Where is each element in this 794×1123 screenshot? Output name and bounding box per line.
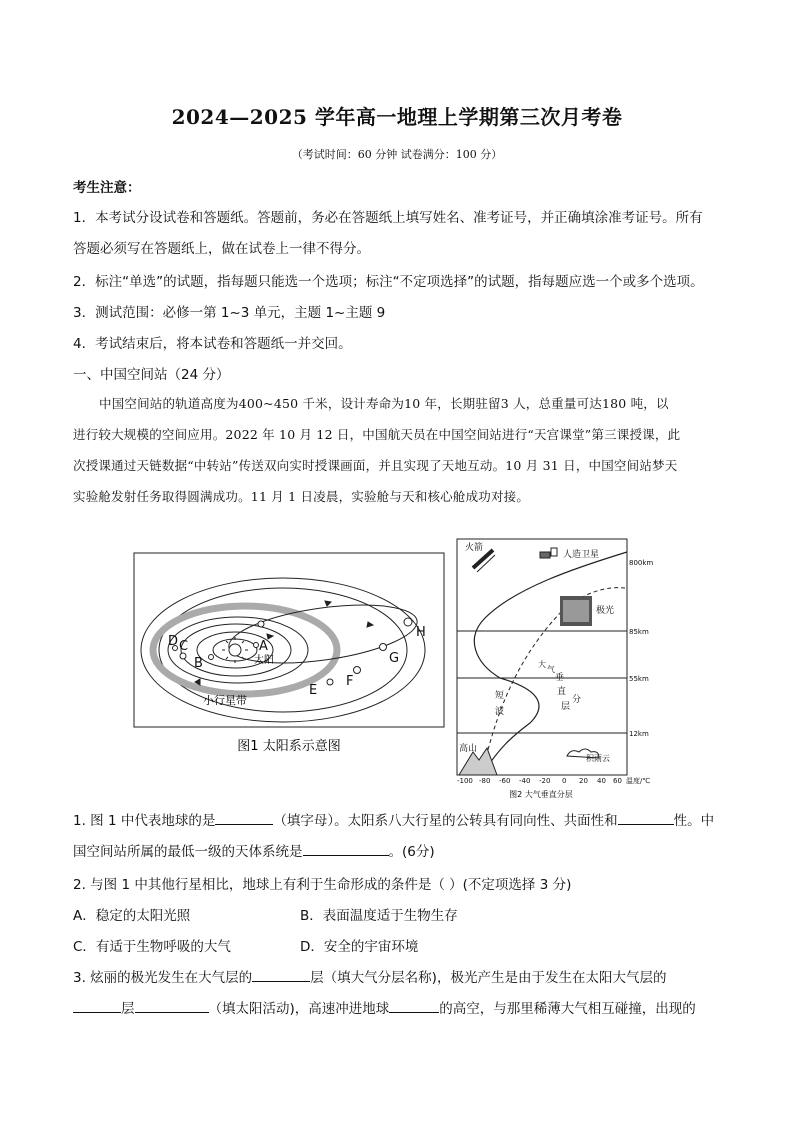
mountain-label: 高山 [459, 744, 478, 754]
layering-3: 垂 [555, 673, 565, 683]
label-E: E [309, 683, 318, 698]
passage-line-3: 次授课通过天链数据“中转站”传送双向实时授课画面，并且实现了天地互动。10 月 31 日，中国空间站梦天 [73, 458, 678, 473]
sun-label: 太阳 [254, 655, 274, 666]
passage-line-4: 实验舱发射任务取得圆满成功。11 月 1 日凌晨，实验舱与天和核心舱成功对接。 [73, 489, 530, 504]
layering-1: 大 [538, 660, 546, 669]
exam-info: （考试时间：60 分钟 试卷满分：100 分） [291, 148, 503, 161]
height-12: 12km [629, 730, 649, 738]
question-1-line-2 [73, 840, 733, 860]
xtick: -80 [479, 777, 491, 785]
xtick: 20 [579, 777, 588, 785]
rocket-label: 火箭 [465, 543, 484, 553]
layering-2: 气 [547, 665, 555, 674]
answer-blank[interactable] [73, 1000, 121, 1013]
q2-option-d[interactable]: D．安全的宇宙环境 [300, 939, 419, 955]
xtick: -60 [499, 777, 511, 785]
height-55: 55km [629, 675, 649, 683]
passage-line-2: 进行较大规模的空间应用。2022 年 10 月 12 日，中国航天员在中国空间站进行“天宫课堂”第三课授课，此 [73, 427, 681, 442]
answer-blank[interactable] [389, 1000, 439, 1013]
q2-option-c[interactable]: C．有适于生物呼吸的大气 [73, 939, 231, 955]
satellite-label: 人造卫星 [563, 550, 600, 560]
question-2: 2. 与图 1 中其他行星相比，地球上有利于生命形成的条件是（ ）(不定项选择 3 分) [73, 877, 572, 893]
x-axis-unit: 温度/℃ [626, 777, 651, 785]
xtick: -40 [519, 777, 531, 785]
height-85: 85km [629, 628, 649, 636]
figure2-caption: 图2 大气垂直分层 [509, 790, 573, 799]
q2-option-a[interactable]: A．稳定的太阳光照 [73, 908, 191, 924]
label-C: C [179, 639, 189, 654]
layering-5: 分 [572, 695, 582, 705]
answer-blank[interactable] [618, 812, 674, 825]
passage-line-1: 中国空间站的轨道高度为400~450 千米，设计寿命为10 年，长期驻留3 人，总重量可达180 吨，以 [99, 396, 669, 411]
q1-text: （填字母）。太阳系八大行星的公转具有同向性、共面性和 [273, 813, 618, 829]
notice-item-2: 2．标注“单选”的试题，指每题只能选一个选项；标注“不定项选择”的试题，指每题应选一个或多个选项。 [73, 274, 704, 290]
notice-item-4: 4．考试结束后，将本试卷和答题纸一并交回。 [73, 336, 352, 352]
label-H: H [416, 625, 426, 640]
q1-text: 。(6分) [388, 844, 435, 860]
q3-text: 层 [121, 1001, 135, 1017]
cloud-label: 积雨云 [586, 754, 610, 763]
label-B: B [194, 656, 203, 671]
height-800: 800km [629, 559, 654, 567]
xtick: 60 [613, 777, 622, 785]
shortwave-label-1: 短 [495, 691, 505, 701]
label-G: G [389, 651, 400, 666]
q1-text: 性。中 [673, 813, 715, 829]
xtick: -100 [457, 777, 473, 785]
notice-item-1a: 1．本考试分设试卷和答题纸。答题前，务必在答题纸上填写姓名、准考证号，并正确填涂准考证号。所有 [73, 210, 703, 226]
notice-item-1b: 答题必须写在答题纸上，做在试卷上一律不得分。 [73, 241, 370, 257]
label-F: F [346, 674, 354, 689]
xtick: 40 [597, 777, 606, 785]
question-3-line-2 [73, 997, 733, 1017]
layering-6: 层 [561, 702, 571, 712]
label-D: D [168, 634, 179, 649]
answer-blank[interactable] [252, 969, 310, 982]
layering-4: 直 [557, 687, 567, 697]
q3-text: 的高空，与那里稀薄大气相互碰撞，出现的 [439, 1001, 696, 1017]
notice-item-3: 3．测试范围：必修一第 1~3 单元，主题 1~主题 9 [73, 305, 386, 321]
q3-text: （填太阳活动)，高速冲进地球 [208, 1001, 390, 1017]
figure1-caption: 图1 太阳系示意图 [237, 739, 341, 754]
shortwave-label-2: 波 [495, 707, 505, 717]
xtick: -20 [539, 777, 551, 785]
question-3-line-1 [73, 966, 733, 986]
x-axis-ticks [457, 776, 650, 785]
q1-text: 国空间站所属的最低一级的天体系统是 [73, 844, 303, 860]
notice-heading: 考生注意： [73, 180, 141, 196]
answer-blank[interactable] [215, 812, 273, 825]
aurora-label: 极光 [596, 606, 615, 616]
q3-text: 3. 炫丽的极光发生在大气层的 [73, 970, 253, 986]
solar-system-figure [133, 552, 445, 757]
question-1-line-1 [73, 809, 733, 829]
q1-text: 1. 图 1 中代表地球的是 [73, 813, 216, 829]
q2-option-b[interactable]: B．表面温度适于生物生存 [300, 908, 458, 924]
label-A: A [259, 639, 268, 654]
page-title: 2024—2025 学年高一地理上学期第三次月考卷 [171, 105, 623, 129]
answer-blank[interactable] [303, 843, 389, 856]
q3-text: 层（填大气分层名称)，极光产生是由于发生在太阳大气层的 [310, 970, 667, 986]
answer-blank[interactable] [135, 1000, 209, 1013]
atmosphere-figure [455, 538, 665, 800]
xtick: 0 [562, 777, 567, 785]
asteroid-belt-label: 小行星带 [203, 694, 247, 707]
section-heading: 一、中国空间站（24 分） [73, 367, 230, 383]
